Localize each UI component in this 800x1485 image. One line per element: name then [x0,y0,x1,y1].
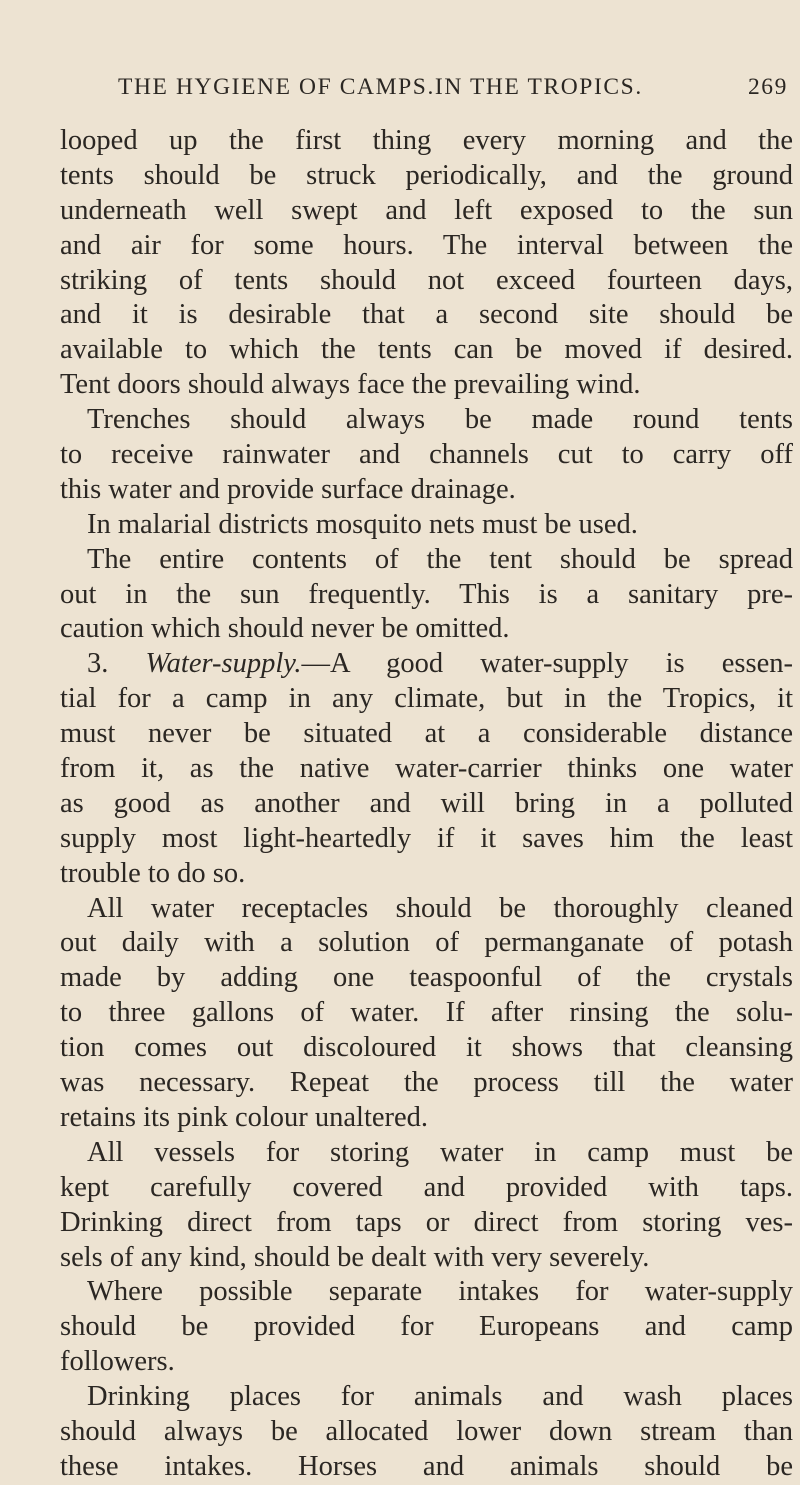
text-line: and air for some hours. The interval between the [60,229,793,261]
page-number: 269 [747,74,788,100]
text-line: should be provided for Europeans and camp [60,1311,793,1343]
text-line: should always be allocated lower down stream than [60,1415,793,1447]
body-text [60,124,793,1485]
text-line: this water and provide surface drainage. [60,473,516,505]
text-line: from it, as the native water-carrier thinks one water [60,753,793,785]
text-line: The entire contents of the tent should be spread [87,543,793,575]
text-line: was necessary. Repeat the process till the water [60,1067,793,1099]
text-line: and it is desirable that a second site should be [60,299,793,331]
text-line: In malarial districts mosquito nets must be used. [87,508,638,540]
text-line: must never be situated at a considerable distance [60,718,793,750]
text-line: Trenches should always be made round tents [87,404,793,436]
text-line: to three gallons of water. If after rinsing the solu- [60,997,793,1029]
text-line: Drinking direct from taps or direct from storing ves- [60,1206,793,1238]
text-line: tion comes out discoloured it shows that cleansing [60,1032,793,1064]
text-line: Tent doors should always face the prevailing wind. [60,369,641,401]
text-line: followers. [60,1346,175,1378]
text-line: out in the sun frequently. This is a sanitary pre- [60,578,793,610]
text-line: these intakes. Horses and animals should be [60,1450,793,1482]
text-line: trouble to do so. [60,857,246,889]
text-line: retains its pink colour unaltered. [60,1101,429,1133]
text-line: All water receptacles should be thoroughly cleaned [87,892,793,924]
text-line: underneath well swept and left exposed to the sun [60,194,793,226]
text-line: out daily with a solution of permanganate of potash [60,927,793,959]
running-head-title: THE HYGIENE OF CAMPS.IN THE TROPICS. [118,74,643,100]
text-line: caution which should never be omitted. [60,613,510,645]
text-line: Where possible separate intakes for water-supply [87,1276,793,1308]
running-head [118,74,788,101]
text-line: looped up the first thing every morning and the [60,125,793,156]
text-line: striking of tents should not exceed fourteen days, [60,264,793,296]
text-line: tents should be struck periodically, and the ground [60,159,793,191]
text-line: All vessels for storing water in camp must be [87,1136,793,1168]
text-line: Drinking places for animals and wash places [87,1381,793,1413]
text-line: tial for a camp in any climate, but in the Tropics, it [60,683,793,715]
section-heading-line: 3. Water-supply.—A good water-supply is essen- [87,648,794,680]
text-line: to receive rainwater and channels cut to carry off [60,439,793,471]
text-line: made by adding one teaspoonful of the crystals [60,962,793,994]
text-line: available to which the tents can be moved if desired. [60,334,793,366]
text-line: sels of any kind, should be dealt with very severely. [60,1241,650,1273]
text-line: as good as another and will bring in a polluted [60,787,793,819]
text-line: supply most light-heartedly if it saves him the least [60,822,793,854]
text-line: kept carefully covered and provided with taps. [60,1171,793,1203]
section-title: Water-supply. [145,648,302,680]
